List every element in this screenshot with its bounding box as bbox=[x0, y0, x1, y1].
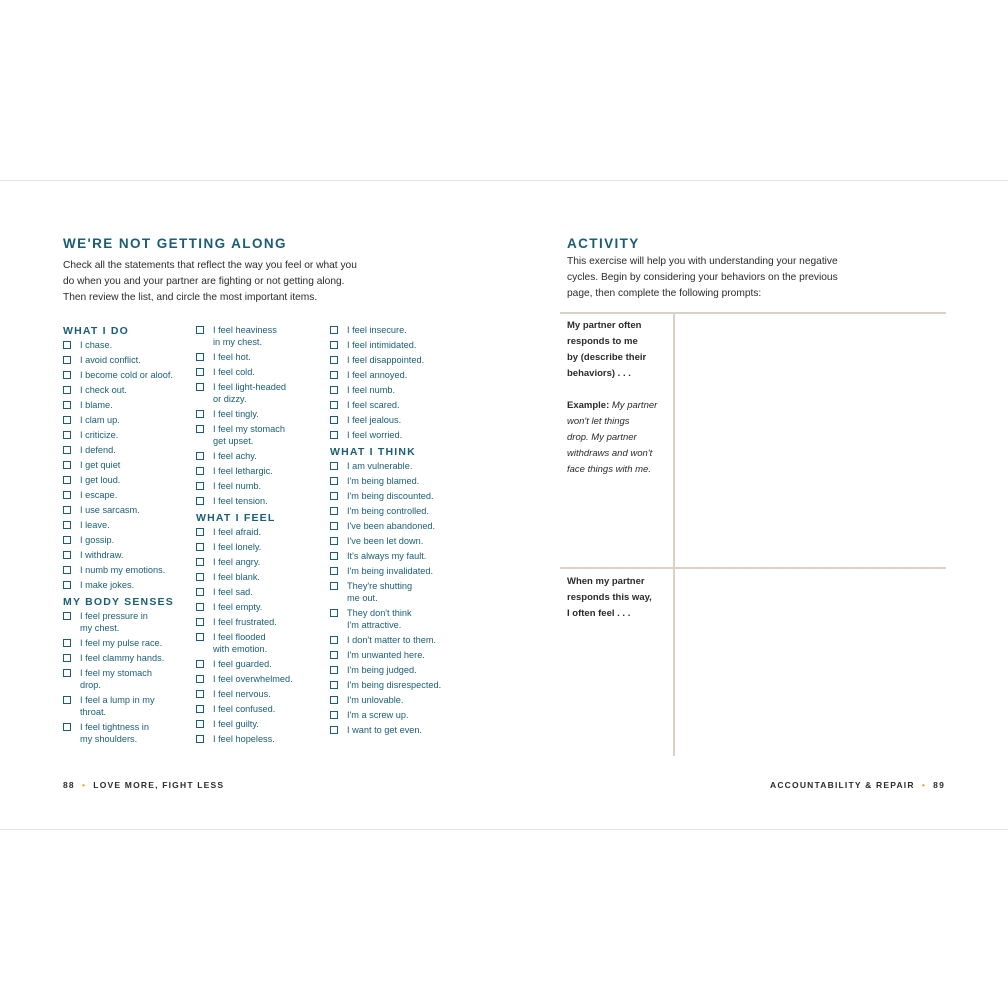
checklist-item-line: I feel heaviness bbox=[213, 325, 277, 335]
folio-dot-icon: • bbox=[918, 780, 930, 790]
checkbox[interactable] bbox=[63, 654, 71, 662]
checkbox[interactable] bbox=[330, 371, 338, 379]
checklist-item bbox=[196, 703, 331, 715]
example-line: withdraws and won't bbox=[567, 448, 653, 459]
example-line: drop. My partner bbox=[567, 432, 637, 443]
intro-line: cycles. Begin by considering your behaviors on the previous bbox=[567, 272, 838, 283]
checklist-item bbox=[196, 366, 331, 378]
checklist-item-line: I feel flooded bbox=[213, 632, 266, 642]
checkbox[interactable] bbox=[330, 651, 338, 659]
checklist-item-line: my chest. bbox=[80, 623, 120, 633]
checklist-item-label: I'm a screw up. bbox=[347, 710, 409, 720]
prompt-line: I often feel . . . bbox=[567, 608, 631, 619]
prompt-line: When my partner bbox=[567, 576, 645, 587]
checkbox[interactable] bbox=[196, 690, 204, 698]
checkbox[interactable] bbox=[196, 425, 204, 433]
prompt-i-often-feel bbox=[567, 574, 667, 622]
checklist-item-label: I get quiet bbox=[80, 460, 121, 470]
checklist-item bbox=[330, 324, 465, 336]
checklist-item bbox=[196, 556, 331, 568]
checkbox[interactable] bbox=[196, 588, 204, 596]
activity-table bbox=[560, 312, 946, 756]
checklist-item-label: I feel lethargic. bbox=[213, 466, 273, 476]
checkbox[interactable] bbox=[196, 543, 204, 551]
checkbox[interactable] bbox=[196, 618, 204, 626]
checklist-item bbox=[196, 733, 331, 745]
checklist-item bbox=[330, 384, 465, 396]
checkbox[interactable] bbox=[330, 726, 338, 734]
checklist-item-line: or dizzy. bbox=[213, 394, 247, 404]
example-line: face things with me. bbox=[567, 464, 651, 475]
checklist-item bbox=[63, 534, 198, 546]
checkbox[interactable] bbox=[196, 452, 204, 460]
checklist-item bbox=[63, 549, 198, 561]
checklist-item-label: I feel hopeless. bbox=[213, 734, 275, 744]
checklist-item bbox=[63, 721, 198, 745]
checklist-item-label: I'm being disrespected. bbox=[347, 680, 442, 690]
checkbox[interactable] bbox=[330, 552, 338, 560]
checklist-item-label bbox=[347, 580, 412, 604]
checklist-item-label: I'm unwanted here. bbox=[347, 650, 425, 660]
checklist-item-line: with emotion. bbox=[213, 644, 268, 654]
checklist-item bbox=[63, 667, 198, 691]
checkbox[interactable] bbox=[196, 326, 204, 334]
checklist-item-line: I feel pressure in bbox=[80, 611, 148, 621]
checklist-item-label: I feel blank. bbox=[213, 572, 260, 582]
checkbox[interactable] bbox=[330, 567, 338, 575]
checklist-item-label: I feel cold. bbox=[213, 367, 255, 377]
checkbox[interactable] bbox=[63, 401, 71, 409]
checklist-item bbox=[196, 541, 331, 553]
checkbox[interactable] bbox=[196, 705, 204, 713]
checklist-item bbox=[330, 565, 465, 577]
checklist-item bbox=[196, 408, 331, 420]
checklist-item bbox=[196, 450, 331, 462]
checklist-item-label: I feel clammy hands. bbox=[80, 653, 165, 663]
checklist-item bbox=[196, 526, 331, 538]
checklist-item bbox=[63, 489, 198, 501]
checkbox[interactable] bbox=[330, 582, 338, 590]
checklist-item-label: I make jokes. bbox=[80, 580, 135, 590]
checklist-item-label bbox=[80, 721, 149, 745]
checklist-item bbox=[330, 520, 465, 532]
folio-dot-icon: • bbox=[78, 780, 90, 790]
checklist-item-label bbox=[80, 694, 155, 718]
checklist-item-label: I feel empty. bbox=[213, 602, 263, 612]
checklist-item-label: I feel my pulse race. bbox=[80, 638, 163, 648]
checklist-item-line: get upset. bbox=[213, 436, 254, 446]
checklist-item-label: I feel sad. bbox=[213, 587, 253, 597]
checklist-item bbox=[63, 652, 198, 664]
checklist-item-label: I withdraw. bbox=[80, 550, 124, 560]
checkbox[interactable] bbox=[196, 675, 204, 683]
checklist-item bbox=[330, 709, 465, 721]
checkbox[interactable] bbox=[63, 581, 71, 589]
checkbox[interactable] bbox=[330, 477, 338, 485]
checklist-item bbox=[63, 610, 198, 634]
checkbox[interactable] bbox=[196, 603, 204, 611]
checklist-item bbox=[330, 664, 465, 676]
checklist-item bbox=[63, 579, 198, 591]
checkbox[interactable] bbox=[63, 491, 71, 499]
checkbox[interactable] bbox=[330, 326, 338, 334]
checklist-item-label: I avoid conflict. bbox=[80, 355, 141, 365]
checklist-item bbox=[196, 688, 331, 700]
table-divider bbox=[673, 314, 675, 756]
checkbox[interactable] bbox=[330, 341, 338, 349]
checklist-item bbox=[63, 474, 198, 486]
checklist-item bbox=[330, 724, 465, 736]
example-line: won't let things bbox=[567, 416, 630, 427]
checkbox[interactable] bbox=[330, 356, 338, 364]
checklist-item-line: They're shutting bbox=[347, 581, 413, 591]
checkbox[interactable] bbox=[63, 446, 71, 454]
checklist-item bbox=[196, 718, 331, 730]
checklist-item-line: in my chest. bbox=[213, 337, 263, 347]
checklist-item-label: I gossip. bbox=[80, 535, 115, 545]
checkbox[interactable] bbox=[330, 696, 338, 704]
right-page-title: ACTIVITY bbox=[567, 236, 640, 251]
checkbox[interactable] bbox=[63, 371, 71, 379]
section-heading: WHAT I FEEL bbox=[196, 512, 276, 524]
table-rule bbox=[560, 312, 946, 314]
checklist-item-label bbox=[213, 631, 267, 655]
checkbox[interactable] bbox=[196, 467, 204, 475]
table-rule bbox=[560, 567, 946, 569]
checklist-item bbox=[63, 384, 198, 396]
checklist-item-label: I escape. bbox=[80, 490, 118, 500]
checkbox[interactable] bbox=[330, 462, 338, 470]
checklist-item bbox=[63, 369, 198, 381]
checklist-item bbox=[196, 616, 331, 628]
checklist-item bbox=[330, 607, 465, 631]
checklist-item-label: I blame. bbox=[80, 400, 113, 410]
checklist-item-label: I feel tingly. bbox=[213, 409, 259, 419]
checkbox[interactable] bbox=[63, 356, 71, 364]
checklist-item-label: I feel jealous. bbox=[347, 415, 402, 425]
left-folio bbox=[63, 780, 224, 790]
checklist-item bbox=[330, 649, 465, 661]
checklist-item-label: I feel overwhelmed. bbox=[213, 674, 293, 684]
checklist-item-label: I'm being controlled. bbox=[347, 506, 429, 516]
checkbox[interactable] bbox=[196, 558, 204, 566]
checkbox[interactable] bbox=[196, 368, 204, 376]
checklist-item bbox=[63, 564, 198, 576]
checklist-item-label: I become cold or aloof. bbox=[80, 370, 173, 380]
checkbox[interactable] bbox=[63, 506, 71, 514]
checklist-item-line: I feel a lump in my bbox=[80, 695, 155, 705]
checkbox[interactable] bbox=[196, 383, 204, 391]
intro-line: Then review the list, and circle the most important items. bbox=[63, 292, 318, 303]
checkbox[interactable] bbox=[63, 551, 71, 559]
checkbox[interactable] bbox=[63, 612, 71, 620]
checklist-item bbox=[196, 495, 331, 507]
checklist-item bbox=[330, 475, 465, 487]
checklist-item-line: They don't think bbox=[347, 608, 412, 618]
checkbox[interactable] bbox=[196, 353, 204, 361]
checklist-item-label bbox=[80, 667, 152, 691]
section-heading: WHAT I THINK bbox=[330, 446, 416, 458]
checklist-item-label: I've been abandoned. bbox=[347, 521, 436, 531]
checklist-item-label: I'm being discounted. bbox=[347, 491, 434, 501]
intro-line: page, then complete the following prompts: bbox=[567, 288, 762, 299]
checklist-item-label: I feel worried. bbox=[347, 430, 403, 440]
right-folio bbox=[770, 780, 945, 790]
checklist-item bbox=[63, 339, 198, 351]
checklist-item-label: I want to get even. bbox=[347, 725, 423, 735]
checklist-item-label: I feel angry. bbox=[213, 557, 261, 567]
checklist-item-label: I leave. bbox=[80, 520, 110, 530]
checklist-item bbox=[63, 519, 198, 531]
checklist-item bbox=[63, 414, 198, 426]
intro-line: Check all the statements that reflect the way you feel or what you bbox=[63, 260, 357, 271]
checklist-item bbox=[330, 679, 465, 691]
checklist-item bbox=[63, 637, 198, 649]
checklist-item-label: I feel disappointed. bbox=[347, 355, 425, 365]
checkbox[interactable] bbox=[330, 431, 338, 439]
checkbox[interactable] bbox=[63, 521, 71, 529]
checklist-item bbox=[196, 658, 331, 670]
checklist-item bbox=[330, 580, 465, 604]
checklist-item bbox=[330, 399, 465, 411]
checklist-item-label: I feel frustrated. bbox=[213, 617, 277, 627]
example-line: My partner bbox=[611, 400, 658, 411]
checklist-item bbox=[63, 504, 198, 516]
checklist-item bbox=[63, 354, 198, 366]
checkbox[interactable] bbox=[63, 476, 71, 484]
checklist-item bbox=[196, 586, 331, 598]
checkbox[interactable] bbox=[196, 410, 204, 418]
checkbox[interactable] bbox=[196, 497, 204, 505]
example-text bbox=[567, 398, 667, 478]
checklist-item-line: I feel light-headed bbox=[213, 382, 287, 392]
checklist-item-label bbox=[213, 324, 277, 348]
checklist-item-line: I feel my stomach bbox=[80, 668, 152, 678]
checklist-item-label: I'm being invalidated. bbox=[347, 566, 434, 576]
checklist-item-label: I feel guilty. bbox=[213, 719, 259, 729]
checklist-item-line: I'm attractive. bbox=[347, 620, 402, 630]
checklist-item-line: drop. bbox=[80, 680, 101, 690]
checklist-item bbox=[196, 601, 331, 613]
checklist-item-line: my shoulders. bbox=[80, 734, 138, 744]
checklist-item-line: I feel my stomach bbox=[213, 424, 285, 434]
prompt-partner-responds bbox=[567, 318, 667, 382]
checklist-item bbox=[330, 490, 465, 502]
checkbox[interactable] bbox=[330, 386, 338, 394]
checklist-item bbox=[330, 460, 465, 472]
checklist-item bbox=[196, 571, 331, 583]
running-title: LOVE MORE, FIGHT LESS bbox=[93, 780, 225, 790]
checkbox[interactable] bbox=[330, 711, 338, 719]
checkbox[interactable] bbox=[330, 636, 338, 644]
checklist-item-label: I feel numb. bbox=[213, 481, 262, 491]
checklist-item-label: I feel annoyed. bbox=[347, 370, 408, 380]
checklist-item-label: I've been let down. bbox=[347, 536, 424, 546]
checklist-item bbox=[196, 673, 331, 685]
checklist-item-line: me out. bbox=[347, 593, 378, 603]
checkbox[interactable] bbox=[63, 669, 71, 677]
checklist-item-label bbox=[80, 610, 148, 634]
checklist-item bbox=[330, 550, 465, 562]
section-heading: WHAT I DO bbox=[63, 325, 130, 337]
checklist-item-label: I feel intimidated. bbox=[347, 340, 417, 350]
checklist-item-label: I don't matter to them. bbox=[347, 635, 437, 645]
checklist-item-label: I feel achy. bbox=[213, 451, 257, 461]
example-label: Example: bbox=[567, 400, 610, 411]
checkbox[interactable] bbox=[196, 573, 204, 581]
checklist-item bbox=[330, 505, 465, 517]
checklist-item bbox=[63, 429, 198, 441]
checkbox[interactable] bbox=[63, 536, 71, 544]
checklist-column-3 bbox=[330, 324, 465, 739]
checkbox[interactable] bbox=[63, 341, 71, 349]
checklist-item-line: throat. bbox=[80, 707, 107, 717]
checkbox[interactable] bbox=[330, 609, 338, 617]
checklist-item-label: I feel hot. bbox=[213, 352, 251, 362]
checkbox[interactable] bbox=[196, 528, 204, 536]
checklist-item-label: I feel afraid. bbox=[213, 527, 262, 537]
checkbox[interactable] bbox=[330, 681, 338, 689]
checklist-item-label: I feel lonely. bbox=[213, 542, 262, 552]
checklist-item bbox=[63, 399, 198, 411]
checklist-item-label: I feel nervous. bbox=[213, 689, 271, 699]
section-heading: MY BODY SENSES bbox=[63, 596, 174, 608]
checkbox[interactable] bbox=[330, 522, 338, 530]
prompt-line: behaviors) . . . bbox=[567, 368, 631, 379]
checklist-item bbox=[196, 465, 331, 477]
checkbox[interactable] bbox=[196, 633, 204, 641]
checklist-item-label bbox=[213, 381, 286, 405]
checkbox[interactable] bbox=[63, 639, 71, 647]
right-page-intro bbox=[567, 254, 838, 302]
page-number: 89 bbox=[933, 780, 946, 790]
checkbox[interactable] bbox=[63, 696, 71, 704]
checklist-item-label: I feel tension. bbox=[213, 496, 268, 506]
checklist-item-label: I get loud. bbox=[80, 475, 121, 485]
checklist-item-label: I feel scared. bbox=[347, 400, 400, 410]
checklist-item-label: I feel confused. bbox=[213, 704, 276, 714]
checklist-item bbox=[196, 423, 331, 447]
checkbox[interactable] bbox=[196, 720, 204, 728]
prompt-line: My partner often bbox=[567, 320, 642, 331]
checkbox[interactable] bbox=[330, 492, 338, 500]
checklist-item-label: I feel guarded. bbox=[213, 659, 272, 669]
checklist-item-label: I feel insecure. bbox=[347, 325, 407, 335]
checklist-item-label: I feel numb. bbox=[347, 385, 396, 395]
checkbox[interactable] bbox=[63, 723, 71, 731]
checklist-item bbox=[330, 339, 465, 351]
checklist-column-2 bbox=[196, 324, 331, 748]
checkbox[interactable] bbox=[63, 566, 71, 574]
checklist-item bbox=[196, 351, 331, 363]
checklist-item-label: I defend. bbox=[80, 445, 116, 455]
checklist-item bbox=[63, 444, 198, 456]
page-number: 88 bbox=[63, 780, 75, 790]
checklist-item bbox=[330, 535, 465, 547]
checklist-item-line: I feel tightness in bbox=[80, 722, 149, 732]
prompt-line: responds to me bbox=[567, 336, 638, 347]
checkbox[interactable] bbox=[330, 537, 338, 545]
checklist-item bbox=[330, 369, 465, 381]
checklist-item-label: I am vulnerable. bbox=[347, 461, 413, 471]
checklist-column-1 bbox=[63, 324, 198, 748]
checklist-item bbox=[196, 381, 331, 405]
checklist-item bbox=[196, 324, 331, 348]
intro-line: do when you and your partner are fighting or not getting along. bbox=[63, 276, 345, 287]
running-title: ACCOUNTABILITY & REPAIR bbox=[770, 780, 915, 790]
checklist-item bbox=[330, 694, 465, 706]
checklist-item-label: I criticize. bbox=[80, 430, 119, 440]
checkbox[interactable] bbox=[196, 735, 204, 743]
checkbox[interactable] bbox=[330, 507, 338, 515]
intro-line: This exercise will help you with understanding your negative bbox=[567, 256, 838, 267]
checklist-item bbox=[63, 459, 198, 471]
checkbox[interactable] bbox=[63, 461, 71, 469]
prompt-line: by (describe their bbox=[567, 352, 647, 363]
checkbox[interactable] bbox=[330, 401, 338, 409]
checklist-item bbox=[330, 634, 465, 646]
checkbox[interactable] bbox=[63, 416, 71, 424]
checklist-item bbox=[330, 429, 465, 441]
checklist-item-label: I'm being judged. bbox=[347, 665, 417, 675]
checkbox[interactable] bbox=[196, 660, 204, 668]
checklist-item-label: It's always my fault. bbox=[347, 551, 427, 561]
checklist-item bbox=[196, 480, 331, 492]
checklist-item bbox=[330, 414, 465, 426]
checklist-item-label bbox=[213, 423, 285, 447]
checklist-item-label: I chase. bbox=[80, 340, 113, 350]
checklist-item-label: I check out. bbox=[80, 385, 127, 395]
checkbox[interactable] bbox=[63, 431, 71, 439]
checklist-item-label: I use sarcasm. bbox=[80, 505, 140, 515]
checklist-item bbox=[330, 354, 465, 366]
checkbox[interactable] bbox=[63, 386, 71, 394]
checkbox[interactable] bbox=[330, 416, 338, 424]
checklist-item bbox=[63, 694, 198, 718]
left-page-title: WE'RE NOT GETTING ALONG bbox=[63, 236, 287, 251]
checklist-item-label: I'm unlovable. bbox=[347, 695, 404, 705]
checklist-item-label bbox=[347, 607, 412, 631]
checkbox[interactable] bbox=[196, 482, 204, 490]
checklist-item-label: I clam up. bbox=[80, 415, 120, 425]
checklist-item-label: I numb my emotions. bbox=[80, 565, 166, 575]
left-page-intro bbox=[63, 258, 357, 306]
checklist-item bbox=[196, 631, 331, 655]
checkbox[interactable] bbox=[330, 666, 338, 674]
checklist-item-label: I'm being blamed. bbox=[347, 476, 420, 486]
prompt-line: responds this way, bbox=[567, 592, 652, 603]
